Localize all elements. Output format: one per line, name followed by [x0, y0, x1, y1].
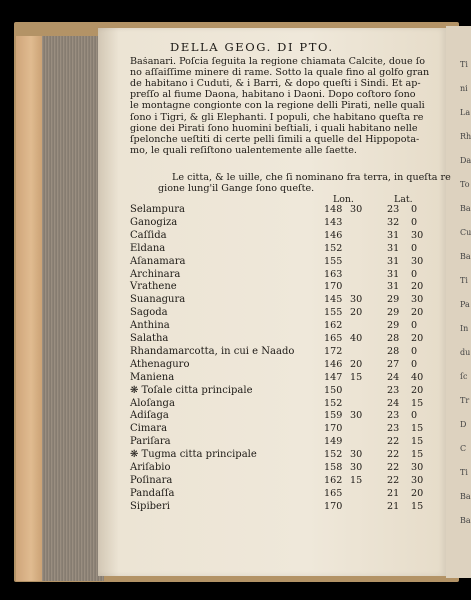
longitude-minutes: 30 [350, 204, 363, 215]
latitude-minutes: 15 [411, 449, 424, 461]
latitude-degrees: 23 [387, 423, 400, 435]
place-name: Sagoda [130, 307, 168, 319]
table-row [130, 385, 440, 398]
place-name: Caſſida [130, 229, 167, 241]
place-name: Selampura [130, 204, 185, 215]
table-row [130, 294, 440, 307]
latitude-degrees: 22 [387, 462, 400, 473]
longitude-degrees: 170 [324, 281, 343, 293]
longitude-minutes: 20 [350, 358, 363, 370]
place-name: Ariſabio [130, 462, 171, 473]
facing-page-fragment: du [460, 348, 471, 357]
place-name: ❋ Toſale citta principale [130, 384, 253, 396]
longitude-degrees: 155 [324, 255, 343, 267]
latitude-header: Lat. [394, 194, 413, 205]
table-intro-line: Le citta, & le uille, che ſi nominano fra terra, in queſta re [172, 172, 451, 183]
place-name: Vrathene [130, 281, 177, 293]
longitude-minutes: 15 [350, 474, 363, 486]
longitude-degrees: 165 [324, 333, 343, 344]
latitude-degrees: 27 [387, 358, 400, 370]
longitude-degrees: 152 [324, 242, 343, 254]
latitude-minutes: 0 [411, 242, 418, 254]
latitude-degrees: 28 [387, 345, 400, 357]
table-intro-line: gione lung'il Gange ſono queſte. [158, 183, 315, 194]
latitude-degrees: 31 [387, 242, 400, 254]
facing-page-fragment: Ti [460, 276, 468, 285]
table-row [130, 359, 440, 372]
longitude-degrees: 162 [324, 474, 343, 486]
latitude-minutes: 30 [411, 255, 424, 267]
latitude-degrees: 28 [387, 333, 400, 344]
table-row [130, 449, 440, 462]
table-row [130, 398, 440, 411]
place-name: Archinara [130, 268, 181, 280]
place-name: ❋ Tugma citta principale [130, 449, 257, 461]
place-name: Athenaguro [130, 358, 190, 370]
longitude-minutes: 30 [350, 410, 363, 422]
longitude-minutes: 40 [350, 333, 363, 344]
place-name: Pariſara [130, 436, 171, 448]
prose-line: ſpelonche ueſtiti di certe pelli ſimili a quelle del Hippopota- [130, 133, 420, 145]
facing-page-fragment: ni [460, 84, 468, 93]
latitude-minutes: 15 [411, 423, 424, 435]
latitude-minutes: 20 [411, 307, 424, 319]
latitude-degrees: 29 [387, 307, 400, 319]
latitude-minutes: 0 [411, 216, 418, 228]
latitude-minutes: 0 [411, 410, 418, 422]
latitude-minutes: 0 [411, 358, 418, 370]
latitude-minutes: 40 [411, 371, 424, 383]
latitude-minutes: 15 [411, 397, 424, 409]
table-row [130, 204, 440, 217]
facing-page-fragment: C [460, 444, 467, 453]
prose-line: de habitano i Cuduti, & i Barri, & dopo queſti i Sindi. Et ap- [130, 78, 421, 90]
place-name: Rhandamarcotta, in cui e Naado [130, 345, 295, 357]
facing-page-fragment: Ba [460, 204, 471, 213]
table-row [130, 256, 440, 269]
latitude-degrees: 31 [387, 255, 400, 267]
longitude-degrees: 155 [324, 307, 343, 319]
longitude-degrees: 147 [324, 371, 343, 383]
latitude-degrees: 29 [387, 320, 400, 332]
latitude-minutes: 20 [411, 384, 424, 396]
latitude-degrees: 31 [387, 229, 400, 241]
latitude-minutes: 20 [411, 333, 424, 344]
place-name: Aſanamara [130, 255, 186, 267]
table-row [130, 475, 440, 488]
latitude-minutes: 30 [411, 474, 424, 486]
latitude-degrees: 32 [387, 216, 400, 228]
latitude-degrees: 31 [387, 268, 400, 280]
facing-page-fragment: Da [460, 156, 471, 165]
facing-page-fragment: Ba [460, 252, 471, 261]
latitude-degrees: 22 [387, 449, 400, 461]
table-row [130, 462, 440, 475]
place-name: Maniena [130, 371, 175, 383]
table-row [130, 281, 440, 294]
facing-page-fragment: ſc [460, 372, 468, 381]
facing-page-fragment: Ti [460, 60, 468, 69]
latitude-minutes: 0 [411, 268, 418, 280]
longitude-degrees: 148 [324, 204, 343, 215]
table-row [130, 423, 440, 436]
longitude-degrees: 170 [324, 500, 343, 512]
place-name: Aloſanga [130, 397, 175, 409]
place-name: Eldana [130, 242, 166, 254]
longitude-minutes: 15 [350, 371, 363, 383]
latitude-minutes: 20 [411, 487, 424, 499]
longitude-degrees: 152 [324, 449, 343, 461]
table-row [130, 320, 440, 333]
longitude-degrees: 172 [324, 345, 343, 357]
longitude-degrees: 170 [324, 423, 343, 435]
facing-page-fragment: In [460, 324, 469, 333]
place-name: Sipiberi [130, 500, 170, 512]
table-row [130, 333, 440, 346]
longitude-degrees: 145 [324, 294, 343, 306]
longitude-degrees: 162 [324, 320, 343, 332]
table-row [130, 217, 440, 230]
prose-line: gione dei Pirati ſono huomini beſtiali, i quali habitano nelle [130, 122, 418, 134]
longitude-degrees: 146 [324, 358, 343, 370]
latitude-minutes: 0 [411, 345, 418, 357]
facing-page-fragment: Rh [460, 132, 471, 141]
longitude-degrees: 149 [324, 436, 343, 448]
prose-line: preſſo al fiume Daona, habitano i Daoni. Dopo coſtoro ſono [130, 89, 416, 101]
facing-page-fragment: Ba [460, 492, 471, 501]
latitude-minutes: 30 [411, 294, 424, 306]
longitude-minutes: 30 [350, 449, 363, 461]
prose-line: Baṡanari. Poſcia ſeguita la regione chiamata Calcite, doue ſo [130, 56, 426, 67]
table-row [130, 410, 440, 423]
longitude-minutes: 30 [350, 294, 363, 306]
longitude-header: Lon. [333, 194, 354, 205]
longitude-degrees: 159 [324, 410, 343, 422]
facing-page-fragment: La [460, 108, 471, 117]
table-row [130, 346, 440, 359]
latitude-degrees: 21 [387, 500, 400, 512]
longitude-minutes: 30 [350, 462, 363, 473]
prose-line: ſono i Tigri, & gli Elephanti. I populi, che habitano queſta re [130, 111, 424, 123]
latitude-minutes: 0 [411, 204, 418, 215]
table-row [130, 488, 440, 501]
latitude-degrees: 31 [387, 281, 400, 293]
table-row [130, 436, 440, 449]
place-name: Pandaſſa [130, 487, 175, 499]
latitude-degrees: 23 [387, 410, 400, 422]
longitude-degrees: 152 [324, 397, 343, 409]
facing-page-fragment: Pa [460, 300, 470, 309]
place-name: Anthina [130, 320, 170, 332]
latitude-minutes: 30 [411, 229, 424, 241]
latitude-degrees: 22 [387, 474, 400, 486]
latitude-minutes: 0 [411, 320, 418, 332]
facing-page-fragment: To [460, 180, 470, 189]
page-stack [42, 36, 104, 581]
table-row [130, 501, 440, 514]
latitude-degrees: 23 [387, 384, 400, 396]
place-name: Poſinara [130, 474, 173, 486]
place-name: Suanagura [130, 294, 186, 306]
facing-page-fragment: D [460, 420, 467, 429]
longitude-degrees: 165 [324, 487, 343, 499]
latitude-degrees: 23 [387, 204, 400, 215]
longitude-degrees: 150 [324, 384, 343, 396]
latitude-degrees: 24 [387, 371, 400, 383]
latitude-degrees: 22 [387, 436, 400, 448]
place-name: Cimara [130, 423, 168, 435]
prose-line: le montagne congionte con la regione delli Pirati, nelle quali [130, 100, 425, 112]
longitude-degrees: 146 [324, 229, 343, 241]
table-row [130, 230, 440, 243]
longitude-degrees: 158 [324, 462, 343, 473]
latitude-minutes: 30 [411, 462, 424, 473]
latitude-degrees: 29 [387, 294, 400, 306]
latitude-degrees: 24 [387, 397, 400, 409]
latitude-minutes: 15 [411, 500, 424, 512]
prose-line: mo, le quali reſiſtono ualentemente alle ſaette. [130, 144, 357, 156]
latitude-minutes: 20 [411, 281, 424, 293]
facing-page-fragment: Cu [460, 228, 471, 237]
table-row [130, 243, 440, 256]
running-head: DELLA GEOG. DI PTO. [170, 40, 334, 54]
facing-page-fragment: Tr [460, 396, 470, 405]
facing-page-fragment: Ti [460, 468, 468, 477]
longitude-minutes: 20 [350, 307, 363, 319]
table-row [130, 269, 440, 282]
table-row [130, 372, 440, 385]
place-name: Salatha [130, 333, 169, 344]
longitude-degrees: 143 [324, 216, 343, 228]
place-name: Adiſaga [130, 410, 169, 422]
table-row [130, 307, 440, 320]
prose-line: no aſſaiſſime minere di rame. Sotto la quale fino al golfo gran [130, 67, 430, 79]
latitude-degrees: 21 [387, 487, 400, 499]
longitude-degrees: 163 [324, 268, 343, 280]
place-name: Ganogiza [130, 216, 178, 228]
latitude-minutes: 15 [411, 436, 424, 448]
facing-page-fragment: Ba [460, 516, 471, 525]
